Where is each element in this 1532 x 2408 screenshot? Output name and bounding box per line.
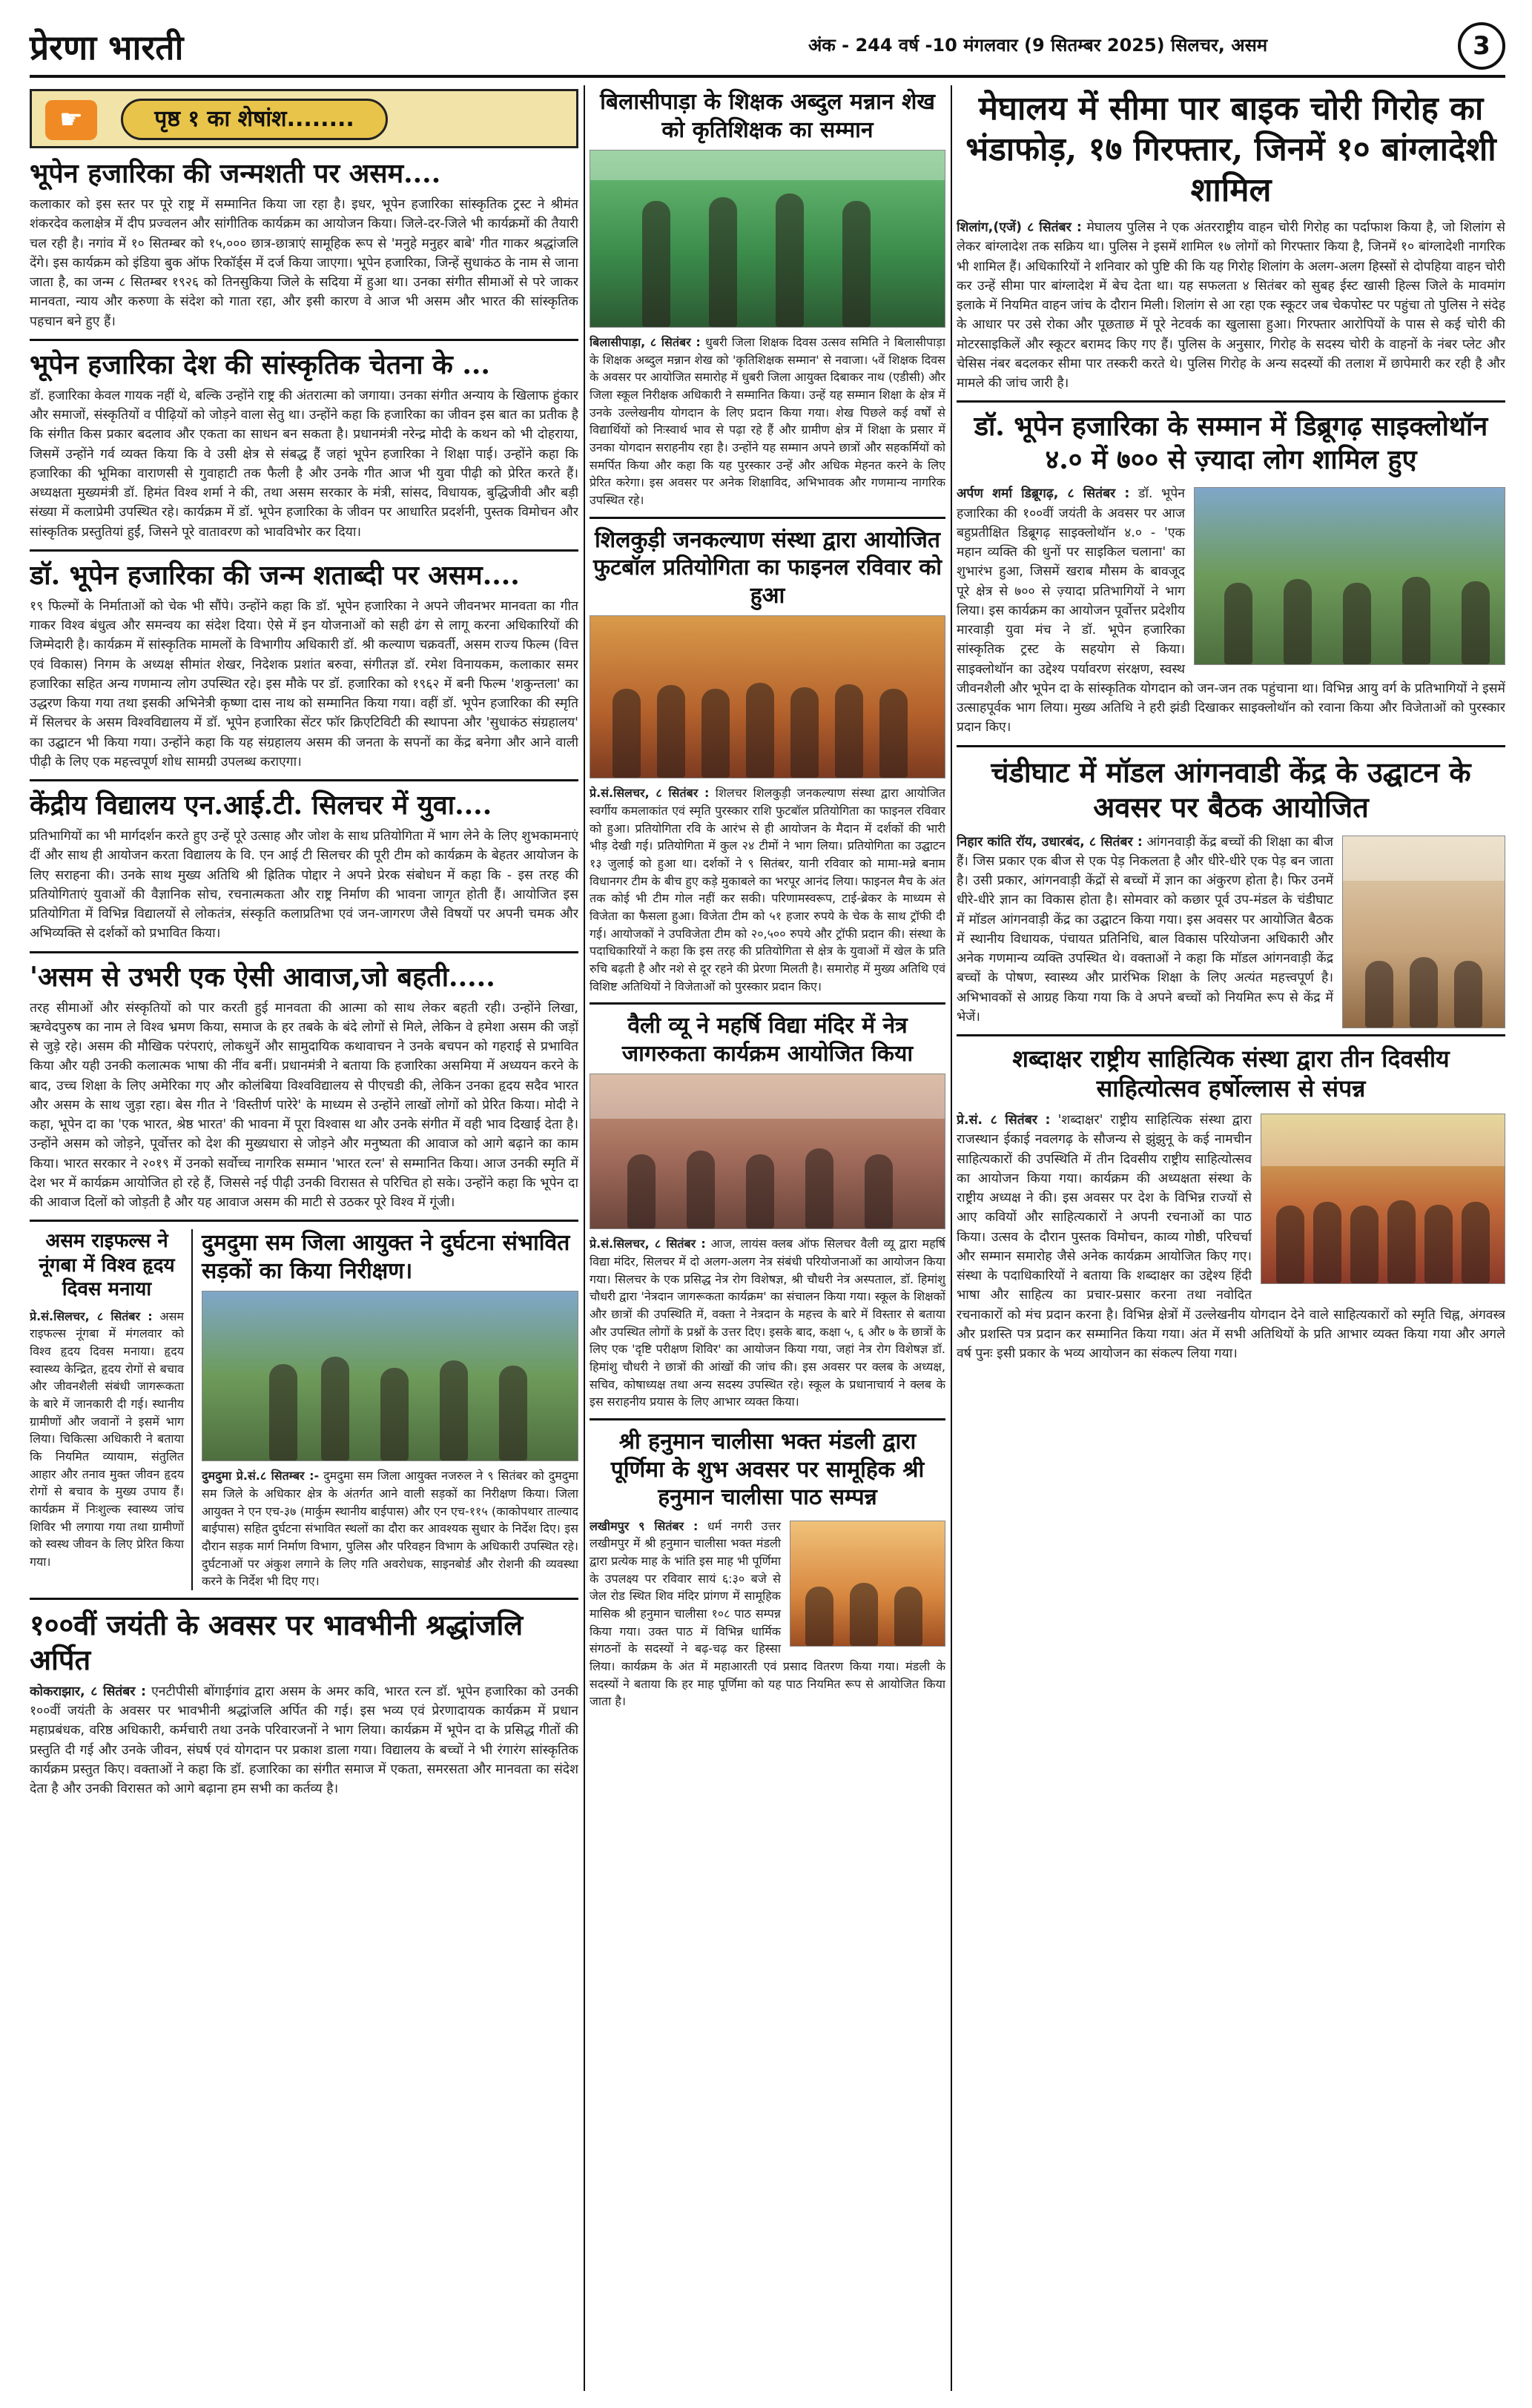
- dateline: प्रे.सं.सिलचर, ८ सितंबर :: [590, 786, 710, 801]
- pointing-hand-icon: ☛: [45, 100, 97, 140]
- column-right: [957, 85, 1505, 2391]
- masthead: [30, 22, 1505, 78]
- divider: [30, 1598, 578, 1600]
- newspaper-brand: प्रेरणा भारती: [30, 27, 184, 67]
- article-body: दुमदुमा सम जिला आयुक्त नजरुल ने ९ सितंबर को दुमदुमा सम जिले के अधिकार क्षेत्र के अंतर्गत आने वाली सड़कों का निरीक्षण किया। जिला आयुक्त ने एन एच-३७ (मार्कुम स्थानीय बाईपास) और एन एच-११५ (काकोपथार ताल्याद बाईपास) सहित दुर्घटना संभावित स्थलों का दौरा कर आवश्यक सुधार के निर्देश दिए। इस दौरान सड़क मार्ग निर्माण विभाग, पुलिस और परिवहन विभाग के अधिकारी उपस्थित रहे। दुर्घटनाओं पर अंकुश लगाने के लिए गति अवरोधक, साइनबोर्ड और रोशनी की व्यवस्था करने के निर्देश भी दिए गए।: [202, 1469, 578, 1589]
- dateline: बिलासीपाड़ा, ८ सितंबर :: [590, 335, 701, 349]
- article-bhupen-centenary: [30, 157, 578, 331]
- headline: वैली व्यू ने महर्षि विद्या मंदिर में नेत्र जागरुकता कार्यक्रम आयोजित किया: [621, 1013, 914, 1067]
- headline: दुमदुमा सम जिला आयुक्त ने दुर्घटना संभावित सड़कों का किया निरीक्षण।: [202, 1230, 570, 1284]
- dateline: निहार कांति रॉय, उधारबंद, ८ सितंबर :: [957, 834, 1143, 850]
- dateline: प्रे.सं.सिलचर, ८ सितंबर :: [590, 1237, 706, 1251]
- article-body: डॉ. हजारिका केवल गायक नहीं थे, बल्कि उन्होंने राष्ट्र की अंतरात्मा को जगाया। उनका संगीत अन्याय के खिलाफ हुंकार और समाजों, संस्कृतियों व पीढ़ियों को जोड़ने वाला सेतु था। उन्होंने कहा कि हजारिका का जीवन इस बात का प्रतीक है कि संगीत किस प्रकार बदलाव और एकता का साधन बन सकता है। प्रधानमंत्री नरेन्द्र मोदी के कथन को भी दोहराया, जिसमें उन्होंने गर्व व्यक्त किया कि वे उसी क्षेत्र से संबद्ध हैं जहां भूपेन हजारिका ने शिक्षा पाई। उन्होंने कहा कि हजारिका की भूमिका वाराणसी से गुवाहाटी तक फैली है और उनके गीत आज भी युवा पीढ़ी को प्रेरित करते हैं। अध्यक्षता मुख्यमंत्री डॉ. हिमंत विश्व शर्मा ने की, तथा असम सरकार के मंत्री, सांसद, विधायक, बुद्धिजीवी और बड़ी संख्या में कलाप्रेमी उपस्थित रहे। कार्यक्रम में डॉ. भूपेन हजारिका के जीवन पर आधारित प्रदर्शनी, पुस्तक विमोचन और सांस्कृतिक प्रस्तुतियां हुईं, जिसने पूरे वातावरण को भावविभोर कर दिया।: [30, 388, 578, 540]
- article-body: मेघालय पुलिस ने एक अंतरराष्ट्रीय वाहन चोरी गिरोह का पर्दाफाश किया है, जो शिलांग से लेकर बांग्लादेश तक सक्रिय था। पुलिस ने इसमें शामिल १७ लोगों को गिरफ्तार किया है, जिनमें १० बांग्लादेशी नागरिक भी शामिल हैं। अधिकारियों ने शनिवार को पुष्टि की कि यह गिरोह शिलांग के अलग-अलग हिस्सों से दोपहिया वाहन चोरी कर उन्हें सीमा पार बांग्लादेश में बेच देता था। यह सफलता ४ सितंबर को सुबह ईस्ट खासी हिल्स जिले के मावमांग इलाके में नियमित वाहन जांच के दौरान मिली। शिलांग से आ रहा एक स्कूटर जब चेकपोस्ट पर पहुंचा तो पुलिस ने संदेह के आधार पर उसे रोका और पूछताछ में पूरे नेटवर्क का खुलासा हुआ। गिरफ्तार आरोपियों के पास से कई चोरी की मोटरसाइकिलें और स्कूटर बरामद किए गए हैं। पुलिस के अनुसार, गिरोह के सदस्य चोरी के वाहनों के नंबर प्लेट और चेसिस नंबर बदलकर सीमा पार तस्करी करते थे। पुलिस गिरोह के अन्य सदस्यों की तलाश में छापेमारी कर रही है और मामले की जांच जारी है।: [957, 220, 1505, 391]
- article-body: डॉ. भूपेन हजारिका की १००वीं जयंती के अवसर पर आज बहुप्रतीक्षित डिब्रूगढ़ साइक्लोथॉन ४.० - 'एक महान व्यक्ति की धुनों पर साइकिल चलाना' का शुभारंभ हुआ, जिसमें खराब मौसम के बावजूद पूरे क्षेत्र से ७०० से ज़्यादा प्रतिभागियों ने भाग लिया। इस कार्यक्रम का आयोजन पूर्वोत्तर प्रदेशीय मारवाड़ी युवा मंच ने डॉ. भूपेन हजारिका सांस्कृतिक ट्रस्ट के सहयोग से किया। साइक्लोथॉन का उद्देश्य पर्यावरण संरक्षण, स्वस्थ जीवनशैली और भूपेन दा के सांस्कृतिक योगदान को जन-जन तक पहुंचाना था। विभिन्न आयु वर्ग के प्रतिभागियों ने इसमें उत्साहपूर्वक भाग लिया। मुख्य अतिथि ने हरी झंडी दिखाकर साइक्लोथॉन को रवाना किया और विजेताओं को पुरस्कार प्रदान किए।: [957, 486, 1505, 735]
- article-body: प्रतिभागियों का भी मार्गदर्शन करते हुए उन्हें पूरे उत्साह और जोश के साथ प्रतियोगिता में भाग लेने के लिए शुभकामनाएं दीं और साथ ही आयोजन करता विद्यालय के वि. एन आई टी सिलचर की पूरी टीम को कार्यक्रम के बेहतर आयोजन के लिए सराहना की। उनके साथ मुख्य अतिथि श्री ह्रितिक पोद्दार ने अपने प्रेरक संबोधन में कहा कि - इस तरह की प्रतियोगिताएं युवाओं की वैज्ञानिक सोच, रचनात्मकता और राष्ट्र निर्माण की भावना जागृत होती हैं। आयोजित इस प्रतियोगिता में विभिन्न विद्यालयों से लोकतंत्र, संस्कृति कलाप्रतिभा एवं जन-जागरण जैसे विषयों पर अपनी चमक और अभिव्यक्ति से दर्शकों को प्रभावित किया।: [30, 829, 578, 942]
- continuation-banner: [30, 89, 578, 148]
- article-body: धुबरी जिला शिक्षक दिवस उत्सव समिति ने बिलासीपाड़ा के शिक्षक अब्दुल मन्नान शेख को 'कृतिशिक्षक सम्मान' से नवाजा। ५वें शिक्षक दिवस के अवसर पर आयोजित समारोह में धुबरी जिला आयुक्त दिबाकर नाथ (एडीसी) और जिला स्कूल निरीक्षक अधिकारी ने सम्मानित किया। उन्हें यह सम्मान शिक्षा के क्षेत्र में उनके उल्लेखनीय योगदान के लिए प्रदान किया गया। शेख पिछले कई वर्षों से विद्यार्थियों को निःस्वार्थ भाव से पढ़ा रहे हैं और ग्रामीण क्षेत्र में शिक्षा के प्रसार में उनका योगदान सराहनीय रहा है। उन्होंने यह सम्मान अपने छात्रों और सहकर्मियों को समर्पित किया और कहा कि यह पुरस्कार उन्हें और अधिक मेहनत करने के लिए प्रेरित करेगा। इस अवसर पर अनेक शिक्षाविद, अभिभावक और गणमान्य नागरिक उपस्थित रहे।: [590, 335, 945, 508]
- headline: १००वीं जयंती के अवसर पर भावभीनी श्रद्धांजलि अर्पित: [30, 1607, 524, 1677]
- divider: [590, 1002, 945, 1005]
- page-number: 3: [1458, 22, 1505, 70]
- headline: डॉ. भूपेन हजारिका की जन्म शताब्दी पर असम....: [30, 559, 520, 591]
- article-hanuman-chalisa-path: [590, 1428, 945, 1710]
- article-100th-anniversary-tribute: [30, 1607, 578, 1799]
- article-body: तरह सीमाओं और संस्कृतियों को पार करती हुई मानवता की आत्मा को साथ लेकर बहती रही। उन्होंने लिखा, ऋग्वेदपुरुष का नाम ले विश्व भ्रमण किया, समाज के हर तबके के बंदे लोगों से मिले, लेकिन वे हमेशा असम की जड़ों से जुड़े रहे। असम की मौखिक परंपराएं, लोकधुनें और सामुदायिक कथावाचन ने उनके बचपन को गहराई से प्रभावित किया और यही उनकी कलात्मक भाषा की नींव बनीं। प्रधानमंत्री ने बताया कि हजारिका असमिया में अध्ययन करने के बाद, उच्च शिक्षा के लिए अमेरिका गए और कोलंबिया विश्वविद्यालय से पीएचडी की, लेकिन उनका हृदय सदैव भारत और असम के साथ जुड़ा रहा। बेस गीत ने 'विस्तीर्ण पारेरे' के माध्यम से उन्होंने लाखों लोगों को प्रेरित किया। मोदी ने कहा, भूपेन दा का 'एक भारत, श्रेष्ठ भारत' की भावना में पूरा विश्वास था और उनके संगीत में वही भाव दिखाई देता है। उन्होंने असम को जोड़ने, पूर्वोत्तर को देश की मुख्यधारा से जोड़ने और मनुष्यता की आवाज को आगे बढ़ाने का काम किया। भारत सरकार ने २०१९ में उनको सर्वोच्च नागरिक सम्मान 'भारत रत्न' से सम्मानित किया। आज उनकी स्मृति में देश भर में कार्यक्रम आयोजित हो रहे हैं, जिससे नई पीढ़ी उनकी विरासत से परिचित हो सके। उन्होंने कहा कि भूपेन दा की आवाज दिलों को जोड़ती है और यह आवाज असम की माटी से उठकर पूरे विश्व में गूंजी।: [30, 1000, 578, 1210]
- divider: [30, 951, 578, 953]
- article-body: असम राइफल्स नूंगबा में मंगलवार को विश्व हृदय दिवस मनाया। हृदय स्वास्थ्य केन्द्रित, हृदय रोगों से बचाव और जीवनशैली संबंधी जागरूकता के बारे में जानकारी दी गई। स्थानीय ग्रामीणों और जवानों ने इसमें भाग लिया। चिकित्सा अधिकारी ने बताया कि नियमित व्यायाम, संतुलित आहार और तनाव मुक्त जीवन हृदय रोगों से बचाव के मुख्य उपाय हैं। कार्यक्रम में निःशुल्क स्वास्थ्य जांच शिविर भी लगाया गया तथा ग्रामीणों को स्वस्थ जीवन के लिए प्रेरित किया गया।: [30, 1309, 184, 1570]
- column-middle: [590, 85, 945, 2391]
- article-valley-view-eye-awareness: [590, 1012, 945, 1411]
- article-bhupen-birth-centenary: [30, 559, 578, 772]
- divider: [957, 1034, 1505, 1036]
- article-body: शिलचर शिलकुड़ी जनकल्याण संस्था द्वारा आयोजित स्वर्गीय कमलाकांत एवं स्मृति पुरस्कार राशि फुटबॉल प्रतियोगिता का फाइनल रविवार को हुआ। प्रतियोगिता रवि के आरंभ से ही आयोजन के मैदान में दर्शकों की भारी भीड़ देखी गई। प्रतियोगिता में कुल २४ टीमों ने भाग लिया। प्रतियोगिता का उद्घाटन १३ जुलाई को हुआ था। दर्शकों ने ९ सितंबर, यानी रविवार को मामा-मन्ने बनाम विधानगर टीम के बीच हुए कड़े मुकाबले का भरपूर आनंद लिया। फाइनल मैच के अंत तक कोई भी टीम गोल नहीं कर सकी। परिणामस्वरूप, टाई-ब्रेकर के माध्यम से विजेता का फैसला हुआ। विजेता टीम को ५१ हजार रुपये के चेक के साथ ट्रॉफी दी गई। आयोजकों ने उपविजेता टीम को २०,५०० रुपये और ट्रॉफी प्रदान की। संस्था के पदाधिकारियों ने कहा कि इस तरह की प्रतियोगिता से क्षेत्र के युवाओं में खेल के प्रति रुचि बढ़ती है और नशे से दूर रहने की प्रेरणा मिलती है। समारोह में मुख्य अतिथि एवं विशिष्ट अतिथियों ने विजेताओं को पुरस्कार प्रदान किए।: [590, 786, 945, 993]
- continuation-label: पृष्ठ १ का शेषांश........: [121, 99, 388, 140]
- dateline: प्रे.सं.सिलचर, ८ सितंबर :: [30, 1309, 153, 1323]
- photo-caption: दुमदुमा प्रे.सं.८ सितम्बर :-: [202, 1469, 320, 1484]
- divider: [957, 745, 1505, 747]
- column-divider: [951, 85, 952, 2391]
- headline: शब्दाक्षर राष्ट्रीय साहित्यिक संस्था द्वारा तीन दिवसीय साहित्योत्सव हर्षोल्लास से संपन्न: [1012, 1045, 1450, 1102]
- photo-literary-fest: [1261, 1114, 1505, 1284]
- article-body: १९ फिल्मों के निर्माताओं को चेक भी सौंपे। उन्होंने कहा कि डॉ. भूपेन हजारिका ने अपने जीवनभर मानवता का गीत गाकर विश्व बंधुत्व और समन्वय का संदेश दिया। ऐसे में इन योजनाओं को सही ढंग से लागू करना अधिकारियों की जिम्मेदारी है। कार्यक्रम में सांस्कृतिक मामलों के विभागीय अधिकारी डॉ. श्री कल्याण चक्रवर्ती, असम राज्य फिल्म (वित्त एवं विकास) निगम के अध्यक्ष सीमांत शेखर, निदेशक प्रशांत बरुवा, संगीतज्ञ डॉ. रमेश विनायकम, कलाकार समर हजारिका सहित अन्य गणमान्य लोग उपस्थित रहे। इस मौके पर डॉ. हजारिका को १९६२ में बनी फिल्म 'शकुन्तला' का उद्धरण किया गया तथा इसकी अभिनेत्री कृष्णा दास नाथ को सम्मानित किया गया। वहीं डॉ. भूपेन हजारिका की स्मृति में सिलचर के असम विश्वविद्यालय में डॉ. भूपेन हजारिका सेंटर फॉर क्रिएटिविटी की स्थापना और 'सुधाकंठ संग्रहालय' का उद्घाटन भी किया गया। उन्होंने कहा कि यह संग्रहालय असम की जनता के सपनों का केंद्र बनेगा और आने वाली पीढ़ी के लिए एक महत्त्वपूर्ण शोध सामग्री उपलब्ध कराएगा।: [30, 598, 578, 770]
- article-assam-rifles-heart-day: [30, 1229, 193, 1590]
- article-meghalaya-bike-theft: [957, 88, 1505, 393]
- photo-teacher-award: [590, 150, 945, 328]
- headline: मेघालय में सीमा पार बाइक चोरी गिरोह का भंडाफोड़, १७ गिरफ्तार, जिनमें १० बांग्लादेशी शामिल: [965, 90, 1496, 209]
- column-divider: [584, 85, 585, 2391]
- article-body: आज, लायंस क्लब ऑफ सिलचर वैली व्यू द्वारा महर्षि विद्या मंदिर, सिलचर में दो अलग-अलग नेत्र संबंधी परियोजनाओं का आयोजन किया गया। सिलचर के एक प्रसिद्ध नेत्र रोग विशेषज्ञ, श्री चौधरी नेत्र अस्पताल, डॉ. हिमांशु चौधरी द्वारा 'नेत्रदान जागरूकता कार्यक्रम' का संचालन किया गया। स्कूल के शिक्षकों और छात्रों की उपस्थिति में, वक्ता ने नेत्रदान के महत्त्व के बारे में विस्तार से बताया और उपस्थित लोगों के प्रश्नों के उत्तर दिए। इसके बाद, कक्षा ५, ६ और ७ के छात्रों के लिए एक 'दृष्टि परीक्षण शिविर' का आयोजन किया गया, जहां नेत्र रोग विशेषज्ञ डॉ. हिमांशु चौधरी ने छात्रों की आंखों की जांच की। इस अवसर पर क्लब के अध्यक्ष, सचिव, कोषाध्यक्ष तथा अन्य सदस्य उपस्थित रहे। स्कूल के प्रधानाचार्य ने क्लब के इस सराहनीय प्रयास के लिए आभार व्यक्त किया।: [590, 1237, 945, 1409]
- divider: [30, 339, 578, 341]
- dateline: प्रे.सं. ८ सितंबर :: [957, 1113, 1051, 1128]
- article-body: 'शब्दाक्षर' राष्ट्रीय साहित्यिक संस्था द्वारा राजस्थान ईकाई नवलगढ़ के सौजन्य से झुंझुनू के कई नामचीन साहित्यकारों की उपस्थिति में तीन दिवसीय राष्ट्रीय साहित्योत्सव का आयोजन किया गया। कार्यक्रम की अध्यक्षता संस्था के राष्ट्रीय अध्यक्ष ने की। इस अवसर पर देश के विभिन्न राज्यों से आए कवियों और साहित्यकारों ने अपनी रचनाओं का पाठ किया। उत्सव के दौरान पुस्तक विमोचन, काव्य गोष्ठी, परिचर्चा और सम्मान समारोह जैसे अनेक कार्यक्रम आयोजित किए गए। संस्था के पदाधिकारियों ने बताया कि शब्दाक्षर का उद्देश्य हिंदी भाषा और साहित्य का प्रचार-प्रसार करना तथा नवोदित रचनाकारों को मंच प्रदान करना है। विभिन्न क्षेत्रों में उल्लेखनीय योगदान देने वाले साहित्यकारों को स्मृति चिह्न, अंगवस्त्र और प्रशस्ति पत्र प्रदान कर सम्मानित किया गया। अंत में सभी अतिथियों के प्रति आभार व्यक्त किया गया और अगले वर्ष पुनः इसी प्रकार के भव्य आयोजन का संकल्प लिया गया।: [957, 1113, 1505, 1361]
- article-dumduma-road-inspection: [202, 1229, 578, 1590]
- headline: श्री हनुमान चालीसा भक्त मंडली द्वारा पूर्णिमा के शुभ अवसर पर सामूहिक श्री हनुमान चालीसा पाठ सम्पन्न: [610, 1429, 925, 1510]
- article-bhupen-national-consciousness: [30, 348, 578, 542]
- divider: [30, 1220, 578, 1222]
- divider: [957, 400, 1505, 403]
- dateline: लखीमपुर ९ सितंबर :: [590, 1518, 699, 1533]
- dateline: शिलांग,(एजें) ८ सितंबर :: [957, 220, 1082, 235]
- two-story-row: [30, 1229, 578, 1590]
- article-dibrugarh-cyclothon: [957, 410, 1505, 737]
- dateline: कोकराझार, ८ सितंबर :: [30, 1684, 147, 1699]
- article-silkuri-football-final: [590, 526, 945, 996]
- article-bilasipara-teacher-award: [590, 88, 945, 509]
- photo-chalisa-gathering: [790, 1521, 945, 1647]
- headline: चंडीघाट में मॉडल आंगनवाडी केंद्र के उद्घाटन के अवसर पर बैठक आयोजित: [991, 755, 1471, 824]
- article-kv-nit-silchar: [30, 789, 578, 944]
- photo-eye-program: [590, 1074, 945, 1229]
- photo-cyclothon: [1194, 487, 1505, 665]
- headline: डॉ. भूपेन हजारिका के सम्मान में डिब्रूगढ़ साइक्लोथॉन ४.० में ७०० से ज़्यादा लोग शामिल हुए: [974, 411, 1488, 476]
- column-left: [30, 89, 578, 2387]
- photo-road-inspection: [202, 1291, 578, 1461]
- article-voice-from-assam: [30, 961, 578, 1213]
- divider: [590, 1418, 945, 1420]
- headline: भूपेन हजारिका की जन्मशती पर असम....: [30, 158, 441, 189]
- headline: असम राइफल्स ने नूंगबा में विश्व हृदय दिवस मनाया: [39, 1230, 175, 1301]
- headline: शिलकुड़ी जनकल्याण संस्था द्वारा आयोजित फुटबॉल प्रतियोगिता का फाइनल रविवार को हुआ: [592, 526, 942, 609]
- divider: [590, 517, 945, 519]
- headline: 'असम से उभरी एक ऐसी आवाज,जो बहती.....: [30, 961, 495, 993]
- dateline: अर्पण शर्मा डिब्रूगढ़, ८ सितंबर :: [957, 486, 1130, 502]
- article-chandighat-anganwadi: [957, 755, 1505, 1028]
- article-body: आंगनवाड़ी केंद्र बच्चों की शिक्षा का बीज हैं। जिस प्रकार एक बीज से एक पेड़ निकलता है और धीरे-धीरे एक पेड़ बन जाता है। उसी प्रकार, आंगनवाड़ी केंद्रों से बच्चों में ज्ञान का अंकुरण होता है। फिर उनमें धीरे-धीरे ज्ञान का विकास होता है। सोमवार को कछार पूर्व उप-मंडल के चंडीघाट में मॉडल आंगनवाड़ी केंद्र का उद्घाटन किया गया। इस अवसर पर आयोजित बैठक में स्थानीय विधायक, पंचायत प्रतिनिधि, बाल विकास परियोजना अधिकारी और अनेक गणमान्य व्यक्ति उपस्थित थे। वक्ताओं ने कहा कि मॉडल आंगनवाड़ी केंद्र बच्चों के पोषण, स्वास्थ्य और प्रारंभिक शिक्षा के लिए अत्यंत महत्त्वपूर्ण है। अभिभावकों से आग्रह किया गया कि वे अपने बच्चों को नियमित रूप से केंद्र में भेजें।: [957, 834, 1333, 1025]
- article-body: धर्म नगरी उत्तर लखीमपुर में श्री हनुमान चालीसा भक्त मंडली द्वारा प्रत्येक माह के भांति इस माह भी पूर्णिमा के उपलक्ष्य पर रविवार सायं ६:३० बजे से जेल रोड स्थित शिव मंदिर प्रांगण में सामूहिक मासिक श्री हनुमान चालीसा १०८ पाठ सम्पन्न किया गया। उक्त पाठ में विभिन्न धार्मिक संगठनों के सदस्यों ने बढ़-चढ़ कर हिस्सा लिया। कार्यक्रम के अंत में महाआरती एवं प्रसाद वितरण किया गया। मंडली के सदस्यों ने बताया कि हर माह पूर्णिमा को यह पाठ नियमित रूप से आयोजित किया जाता है।: [590, 1518, 945, 1709]
- headline: बिलासीपाड़ा के शिक्षक अब्दुल मन्नान शेख को कृतिशिक्षक का सम्मान: [600, 89, 935, 143]
- headline: भूपेन हजारिका देश की सांस्कृतिक चेतना के ...: [30, 348, 490, 380]
- article-shabdakshar-literary-fest: [957, 1044, 1505, 1363]
- photo-football-team: [590, 615, 945, 778]
- divider: [30, 549, 578, 552]
- article-body: एनटीपीसी बोंगाईगांव द्वारा असम के अमर कवि, भारत रत्न डॉ. भूपेन हजारिका को उनकी १००वीं जयंती के अवसर पर भावभीनी श्रद्धांजलि अर्पित की गई। इस भव्य एवं प्रेरणादायक कार्यक्रम में प्रधान महाप्रबंधक, वरिष्ठ अधिकारी, कर्मचारी तथा उनके परिवारजनों ने भाग लिया। कार्यक्रम में भूपेन दा के प्रसिद्ध गीतों की प्रस्तुति दी गई और उनके जीवन, संघर्ष एवं योगदान पर प्रकाश डाला गया। विद्यालय के बच्चों ने भी रंगारंग सांस्कृतिक कार्यक्रम प्रस्तुत किए। वक्ताओं ने कहा कि डॉ. हजारिका का संगीत समाज में एकता, समरसता और मानवता का संदेश देता है और उनकी विरासत को आगे बढ़ाना हम सभी का कर्तव्य है।: [30, 1684, 578, 1797]
- photo-anganwadi: [1342, 836, 1505, 1028]
- article-body: कलाकार को इस स्तर पर पूरे राष्ट्र में सम्मानित किया जा रहा है। इधर, भूपेन हजारिका सांस्कृतिक ट्रस्ट ने श्रीमंत शंकरदेव कलाक्षेत्र में दीप प्रज्वलन और सांगीतिक कार्यक्रम का आयोजन किया। जिले-दर-जिले भी कार्यक्रमों की तैयारी चल रही है। नगांव में १० सितम्बर को १५,००० छात्र-छात्राएं सामूहिक रूप से 'मनुहे मनुहर बाबे' गीत गाकर श्रद्धांजलि देंगे। इस कार्यक्रम को इंडिया बुक ऑफ रिकॉर्ड्स में दर्ज किया जाएगा। भूपेन हजारिका, जिन्हें सुधाकंठ के नाम से जाना जाता है, का जन्म ८ सितम्बर १९२६ को तिनसुकिया जिले के सदिया में हुआ था। उनका संगीत सीमाओं से परे जाकर मानवता, न्याय और करुणा के संदेश को गाता रहा, और इसी कारण वे आज भी असम और भारत की सांस्कृतिक पहचान बने हुए हैं।: [30, 197, 578, 329]
- headline: केंद्रीय विद्यालय एन.आई.टी. सिलचर में युवा....: [30, 790, 492, 821]
- issue-line: अंक - 244 वर्ष -10 मंगलवार (9 सितम्बर 2025) सिलचर, असम: [808, 35, 1268, 56]
- divider: [30, 779, 578, 781]
